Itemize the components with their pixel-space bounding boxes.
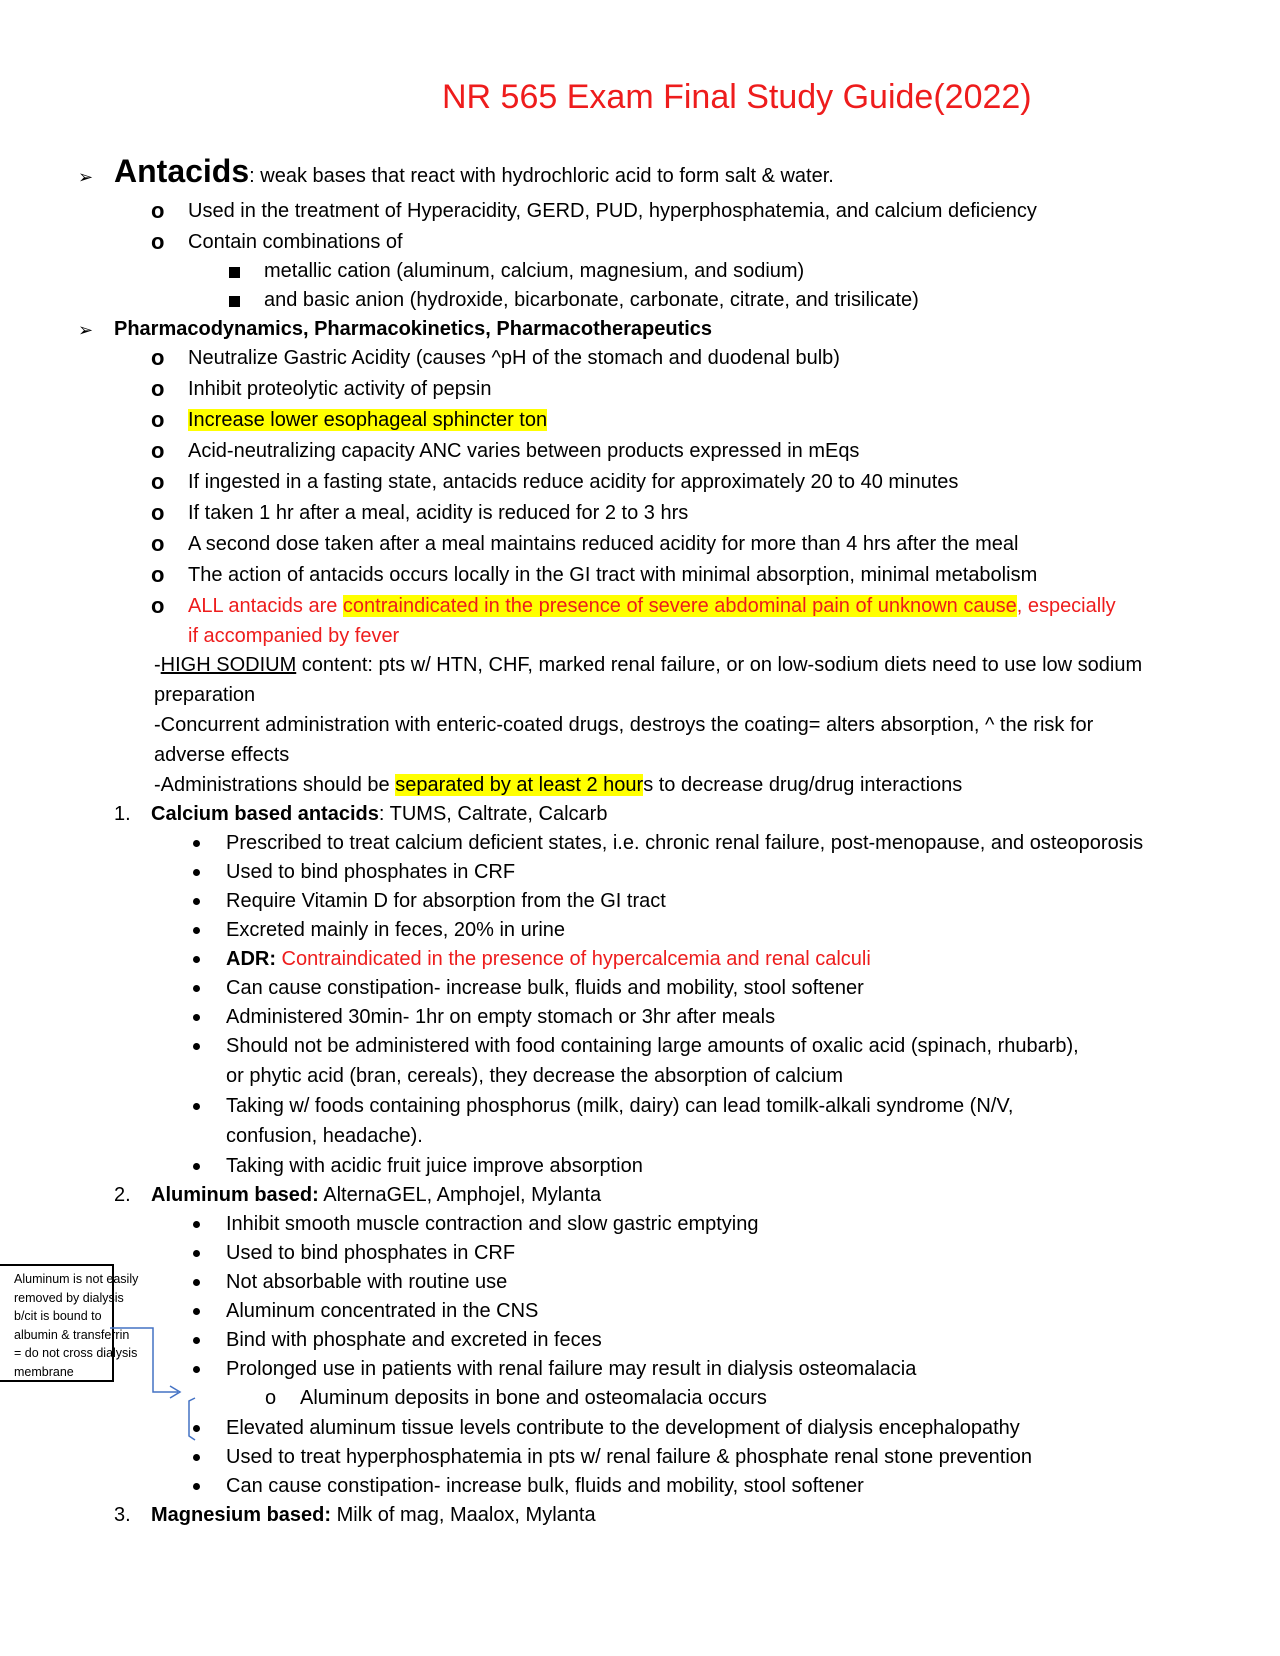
calcium-item: Administered 30min- 1hr on empty stomach or 3hr after meals <box>226 1006 776 1028</box>
square-bullet-icon <box>229 296 240 307</box>
calcium-item: Prescribed to treat calcium deficient states, i.e. chronic renal failure, post-menopause, and osteoporosis <box>226 832 1144 854</box>
side-note-line: albumin & transferrin <box>14 1327 130 1342</box>
o-bullet-icon: o <box>151 376 165 401</box>
bullet-icon <box>193 985 200 992</box>
aluminum-item: Aluminum concentrated in the CNS <box>226 1300 539 1322</box>
o-bullet-icon: o <box>151 531 165 556</box>
enteric-note-line-2: adverse effects <box>154 744 290 766</box>
o-bullet-icon: o <box>151 469 165 494</box>
antacids-sub-item: and basic anion (hydroxide, bicarbonate, carbonate, citrate, and trisilicate) <box>264 289 919 311</box>
arrow-bullet-icon: ➢ <box>78 167 94 187</box>
calcium-heading <box>151 801 607 827</box>
o-bullet-icon: o <box>151 229 165 254</box>
aluminum-item: Used to treat hyperphosphatemia in pts w/ renal failure & phosphate renal stone prevention <box>226 1446 1033 1468</box>
antacids-item: Contain combinations of <box>188 231 403 253</box>
pharma-item: If ingested in a fasting state, antacids reduce acidity for approximately 20 to 40 minutes <box>188 471 959 493</box>
magnesium-label: Magnesium based: <box>151 1504 332 1526</box>
bullet-icon <box>193 1163 200 1170</box>
aluminum-sub-item: Aluminum deposits in bone and osteomalacia occurs <box>300 1387 767 1409</box>
contra-part1: ALL antacids are <box>188 595 343 617</box>
aluminum-products: AlternaGEL, Amphojel, Mylanta <box>318 1184 602 1206</box>
pharma-heading: Pharmacodynamics, Pharmacokinetics, Pharmacotherapeutics <box>114 318 713 340</box>
arrow-bullet-icon: ➢ <box>78 320 94 340</box>
pharma-item: Acid-neutralizing capacity ANC varies between products expressed in mEqs <box>188 440 860 462</box>
sodium-note <box>154 652 1142 678</box>
contraindication-line-2: if accompanied by fever <box>188 625 400 647</box>
o-bullet-icon: o <box>151 198 165 223</box>
bullet-icon <box>193 1425 200 1432</box>
bullet-icon <box>193 956 200 963</box>
o-bullet-icon: o <box>151 407 165 432</box>
calcium-item: Require Vitamin D for absorption from the GI tract <box>226 890 666 912</box>
pharma-item: Neutralize Gastric Acidity (causes ^pH of the stomach and duodenal bulb) <box>188 347 840 369</box>
sodium-prefix: - <box>154 654 161 676</box>
o-bullet-icon: o <box>151 345 165 370</box>
o-bullet-icon: o <box>151 562 165 587</box>
aluminum-item: Can cause constipation- increase bulk, fluids and mobility, stool softener <box>226 1475 864 1497</box>
bullet-icon <box>193 1014 200 1021</box>
pharma-item: Inhibit proteolytic activity of pepsin <box>188 378 492 400</box>
o-bullet-icon: o <box>151 593 165 618</box>
highlight-text: Increase lower esophageal sphincter ton <box>188 409 548 431</box>
admin-note <box>154 772 962 798</box>
bullet-icon <box>193 1454 200 1461</box>
bullet-icon <box>193 1308 200 1315</box>
bullet-icon <box>193 1337 200 1344</box>
calcium-item: Can cause constipation- increase bulk, fluids and mobility, stool softener <box>226 977 864 999</box>
side-note-box <box>0 1264 139 1382</box>
aluminum-item: Not absorbable with routine use <box>226 1271 508 1293</box>
sodium-underlined: HIGH SODIUM <box>160 654 297 676</box>
page-title: NR 565 Exam Final Study Guide(2022) <box>442 78 1032 116</box>
calcium-oxalic: Should not be administered with food containing large amounts of oxalic acid (spinach, rhubarb), <box>226 1035 1079 1057</box>
antacids-sub-item: metallic cation (aluminum, calcium, magnesium, and sodium) <box>264 260 805 282</box>
aluminum-item: Elevated aluminum tissue levels contribute to the development of dialysis encephalopathy <box>226 1417 1020 1439</box>
square-bullet-icon <box>229 267 240 278</box>
antacids-heading-line <box>114 153 834 189</box>
antacids-definition: : weak bases that react with hydrochloric acid to form salt & water. <box>249 165 834 187</box>
sodium-note-line-2: preparation <box>154 684 256 706</box>
enteric-note: -Concurrent administration with enteric-coated drugs, destroys the coating= alters absorption, ^ the risk for <box>154 714 1094 736</box>
adr-label: ADR: <box>226 948 276 970</box>
calcium-phosphorus-line-2: confusion, headache). <box>226 1125 423 1147</box>
bullet-icon <box>193 1366 200 1373</box>
magnesium-heading <box>151 1502 596 1528</box>
bullet-icon <box>193 898 200 905</box>
side-note-line: Aluminum is not easily <box>14 1272 139 1286</box>
calcium-item: Used to bind phosphates in CRF <box>226 861 516 883</box>
list-number: 2. <box>114 1184 131 1206</box>
admin-prefix: -Administrations should be <box>154 774 396 796</box>
antacids-heading: Antacids <box>114 153 250 189</box>
o-bullet-icon: o <box>151 438 165 463</box>
calcium-phosphorus: Taking w/ foods containing phosphorus (milk, dairy) can lead tomilk-alkali syndrome (N/V, <box>226 1095 1014 1117</box>
calcium-oxalic-line-2: or phytic acid (bran, cereals), they decrease the absorption of calcium <box>226 1065 843 1087</box>
aluminum-item: Prolonged use in patients with renal failure may result in dialysis osteomalacia <box>226 1358 917 1380</box>
bullet-icon <box>193 1103 200 1110</box>
aluminum-label: Aluminum based: <box>151 1184 319 1206</box>
calcium-label: Calcium based antacids <box>151 803 379 825</box>
bullet-icon <box>193 840 200 847</box>
calcium-item: Excreted mainly in feces, 20% in urine <box>226 919 566 941</box>
bullet-icon <box>193 1483 200 1490</box>
pharma-item: The action of antacids occurs locally in the GI tract with minimal absorption, minimal metabolism <box>188 564 1038 586</box>
calcium-adr <box>226 946 871 972</box>
bullet-icon <box>193 927 200 934</box>
contra-highlight: contraindicated in the presence of severe abdominal pain of unknown cause <box>342 595 1017 617</box>
calcium-juice: Taking with acidic fruit juice improve absorption <box>226 1155 643 1177</box>
aluminum-item: Inhibit smooth muscle contraction and slow gastric emptying <box>226 1213 759 1235</box>
aluminum-item: Bind with phosphate and excreted in feces <box>226 1329 602 1351</box>
contra-part2: , especially <box>1016 595 1116 617</box>
o-bullet-icon: o <box>151 500 165 525</box>
pharma-item: If taken 1 hr after a meal, acidity is reduced for 2 to 3 hrs <box>188 502 689 524</box>
aluminum-heading <box>151 1182 601 1208</box>
adr-text: Contraindicated in the presence of hypercalcemia and renal calculi <box>276 948 871 970</box>
magnesium-products: Milk of mag, Maalox, Mylanta <box>331 1504 596 1526</box>
side-note-line: removed by dialysis <box>14 1290 124 1305</box>
bullet-icon <box>193 869 200 876</box>
contraindication-line <box>188 593 1116 619</box>
bracket-line <box>189 1398 195 1440</box>
bullet-icon <box>193 1043 200 1050</box>
sodium-rest: content: pts w/ HTN, CHF, marked renal failure, or on low-sodium diets need to use low sodium <box>296 654 1143 676</box>
pharma-item: A second dose taken after a meal maintains reduced acidity for more than 4 hrs after the meal <box>188 533 1019 555</box>
bullet-icon <box>193 1279 200 1286</box>
admin-highlight: separated by at least 2 hour <box>395 774 644 796</box>
list-number: 1. <box>114 803 131 825</box>
bullet-icon <box>193 1250 200 1257</box>
list-number: 3. <box>114 1504 131 1526</box>
side-note-line: b/cit is bound to <box>14 1309 102 1323</box>
connector-arrowhead <box>170 1386 180 1398</box>
aluminum-item: Used to bind phosphates in CRF <box>226 1242 516 1264</box>
side-note-line: = do not cross dialysis <box>14 1346 138 1360</box>
calcium-products: : TUMS, Caltrate, Calcarb <box>378 803 608 825</box>
bullet-icon <box>193 1221 200 1228</box>
small-o-bullet-icon: o <box>265 1387 277 1409</box>
antacids-item: Used in the treatment of Hyperacidity, GERD, PUD, hyperphosphatemia, and calcium deficiency <box>188 200 1037 222</box>
admin-suffix: s to decrease drug/drug interactions <box>643 774 963 796</box>
side-note-line: membrane <box>14 1364 74 1379</box>
pharma-item-highlighted <box>188 407 547 433</box>
